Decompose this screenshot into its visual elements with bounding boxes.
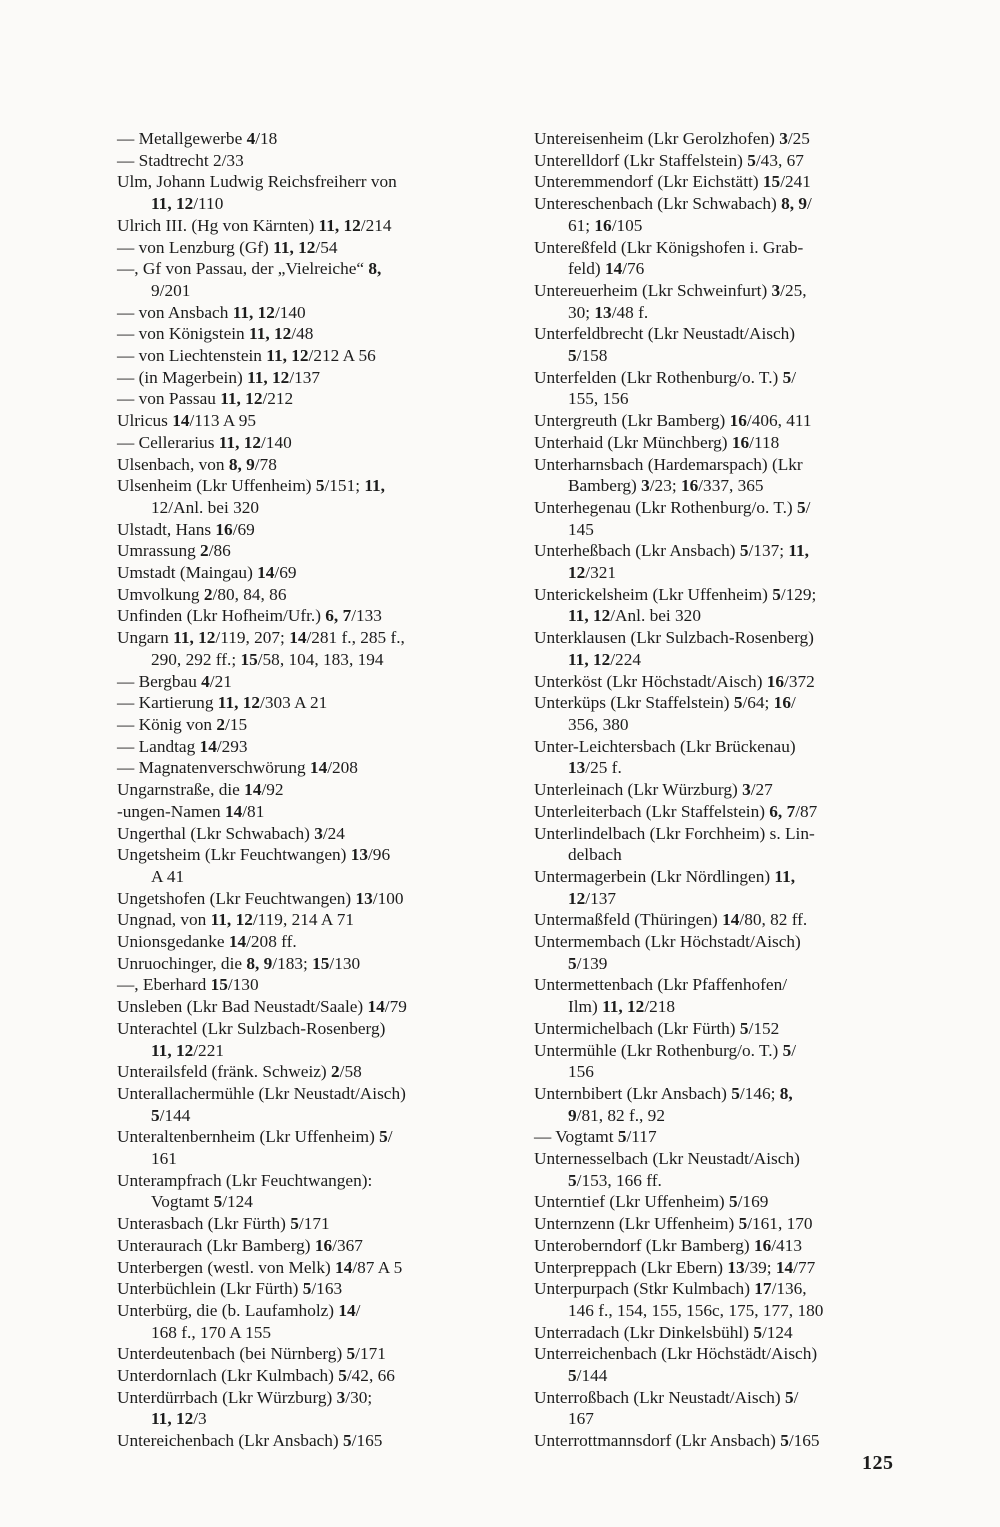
index-entry xyxy=(117,1170,501,1213)
index-entry xyxy=(534,1235,918,1257)
index-entry-line: Unterallachermühle (Lkr Neustadt/Aisch) xyxy=(117,1083,406,1103)
index-entry-line: Unterradach (Lkr Dinkelsbühl) 5/124 xyxy=(534,1322,793,1342)
index-entry xyxy=(117,584,501,606)
index-entry xyxy=(117,736,501,758)
index-entry-line: Unterasbach (Lkr Fürth) 5/171 xyxy=(117,1214,330,1234)
index-entry-line: Unterfelden (Lkr Rothenburg/o. T.) 5/ xyxy=(534,367,797,387)
index-entry-continuation: 5/153, 166 ff. xyxy=(568,1170,662,1190)
index-entry-line: Umstadt (Maingau) 14/69 xyxy=(117,563,297,583)
index-entry-line: Unterköst (Lkr Höchstadt/Aisch) 16/372 xyxy=(534,671,815,691)
index-entry-line: Unterbürg, die (b. Laufamholz) 14/ xyxy=(117,1300,361,1320)
index-entry-line: Ungarnstraße, die 14/92 xyxy=(117,780,284,800)
index-entry-line: Umrassung 2/86 xyxy=(117,541,231,561)
index-entry-line: Ulricus 14/113 A 95 xyxy=(117,411,257,431)
index-entry xyxy=(117,692,501,714)
index-entry-line: Untereßfeld (Lkr Königshofen i. Grab- xyxy=(534,237,804,257)
index-entry-line: — Bergbau 4/21 xyxy=(117,671,232,691)
index-entry-line: Unterpurpach (Stkr Kulmbach) 17/136, xyxy=(534,1279,807,1299)
index-entry-line: Unruochinger, die 8, 9/183; 15/130 xyxy=(117,953,361,973)
index-entry-line: Unterhaid (Lkr Münchberg) 16/118 xyxy=(534,432,780,452)
index-entry-line: — von Liechtenstein 11, 12/212 A 56 xyxy=(117,346,376,366)
index-entry-line: Unfinden (Lkr Hofheim/Ufr.) 6, 7/133 xyxy=(117,606,382,626)
index-entry-continuation: 11, 12/224 xyxy=(568,649,641,669)
index-entry-line: Untergreuth (Lkr Bamberg) 16/406, 411 xyxy=(534,411,812,431)
index-entry xyxy=(117,1061,501,1083)
index-entry-line: Unterküps (Lkr Staffelstein) 5/64; 16/ xyxy=(534,693,796,713)
index-entry-line: Ungnad, von 11, 12/119, 214 A 71 xyxy=(117,910,354,930)
index-entry xyxy=(117,367,501,389)
index-entry xyxy=(117,345,501,367)
index-entry xyxy=(534,736,918,779)
index-entry-line: Unterailsfeld (fränk. Schweiz) 2/58 xyxy=(117,1062,362,1082)
index-entry xyxy=(534,1430,918,1452)
index-entry-line: Ulrich III. (Hg von Kärnten) 11, 12/214 xyxy=(117,215,392,235)
index-entry xyxy=(534,627,918,670)
index-entry xyxy=(534,823,918,866)
index-entry xyxy=(117,432,501,454)
index-entry-line: Unsleben (Lkr Bad Neustadt/Saale) 14/79 xyxy=(117,997,407,1017)
index-entry xyxy=(534,540,918,583)
index-entry-line: Ulm, Johann Ludwig Reichsfreiherr von xyxy=(117,172,397,192)
index-entry xyxy=(534,671,918,693)
index-entry xyxy=(117,215,501,237)
index-entry xyxy=(117,909,501,931)
index-entry xyxy=(534,410,918,432)
index-entry-continuation: 61; 16/105 xyxy=(568,215,643,235)
index-column-left xyxy=(117,128,501,1452)
index-entry xyxy=(117,931,501,953)
index-entry-line: Unterdornlach (Lkr Kulmbach) 5/42, 66 xyxy=(117,1366,395,1386)
index-entry-line: Unterfeldbrecht (Lkr Neustadt/Aisch) xyxy=(534,324,796,344)
index-entry-continuation: 5/139 xyxy=(568,953,608,973)
index-entry xyxy=(117,757,501,779)
index-entry xyxy=(117,540,501,562)
index-entry-line: Unterbüchlein (Lkr Fürth) 5/163 xyxy=(117,1279,343,1299)
index-entry-line: Ulstadt, Hans 16/69 xyxy=(117,519,255,539)
index-entry xyxy=(117,888,501,910)
index-entry-line: Unterachtel (Lkr Sulzbach-Rosenberg) xyxy=(117,1018,386,1038)
index-entry-continuation: 5/144 xyxy=(151,1105,191,1125)
index-entry xyxy=(117,302,501,324)
index-entry-continuation: Ilm) 11, 12/218 xyxy=(568,997,676,1017)
index-entry xyxy=(534,128,918,150)
index-entry-line: Untereichenbach (Lkr Ansbach) 5/165 xyxy=(117,1431,383,1451)
index-entry-continuation: 30; 13/48 f. xyxy=(568,302,649,322)
index-entry-continuation: 11, 12/3 xyxy=(151,1409,207,1429)
index-entry xyxy=(117,1343,501,1365)
index-entry-continuation: A 41 xyxy=(151,866,185,886)
index-entry-continuation: 168 f., 170 A 155 xyxy=(151,1322,272,1342)
index-entry xyxy=(117,801,501,823)
index-entry xyxy=(534,323,918,366)
index-entry xyxy=(534,150,918,172)
index-entry xyxy=(534,584,918,627)
index-entry-line: — (in Magerbein) 11, 12/137 xyxy=(117,367,321,387)
index-entry xyxy=(117,996,501,1018)
index-entry xyxy=(534,909,918,931)
index-entry xyxy=(534,1083,918,1126)
index-entry-continuation: 145 xyxy=(568,519,594,539)
index-entry-continuation: 11, 12/221 xyxy=(151,1040,224,1060)
index-entry xyxy=(534,1343,918,1386)
index-entry xyxy=(534,974,918,1017)
index-entry-continuation: 12/321 xyxy=(568,563,617,583)
index-entry xyxy=(534,171,918,193)
index-entry xyxy=(534,1278,918,1321)
index-entry xyxy=(117,1365,501,1387)
index-entry-line: Untermettenbach (Lkr Pfaffenhofen/ xyxy=(534,975,788,995)
index-entry-line: Unteraurach (Lkr Bamberg) 16/367 xyxy=(117,1235,363,1255)
index-entry-continuation: Bamberg) 3/23; 16/337, 365 xyxy=(568,476,764,496)
index-entry-continuation: feld) 14/76 xyxy=(568,259,645,279)
index-entry-line: Unterntief (Lkr Uffenheim) 5/169 xyxy=(534,1192,769,1212)
index-entry xyxy=(534,1387,918,1430)
index-entry-continuation: 167 xyxy=(568,1409,594,1429)
index-entry xyxy=(534,692,918,735)
index-entry-line: Ulsenbach, von 8, 9/78 xyxy=(117,454,277,474)
index-entry xyxy=(117,605,501,627)
index-entry-line: — von Königstein 11, 12/48 xyxy=(117,324,314,344)
index-entry-line: Unternbibert (Lkr Ansbach) 5/146; 8, xyxy=(534,1083,793,1103)
index-entry-line: Unterelldorf (Lkr Staffelstein) 5/43, 67 xyxy=(534,150,804,170)
index-entry-line: Unterdürrbach (Lkr Würzburg) 3/30; xyxy=(117,1387,373,1407)
index-entry xyxy=(534,866,918,909)
index-entry-continuation: 11, 12/110 xyxy=(151,194,224,214)
index-entry xyxy=(117,1018,501,1061)
index-entry xyxy=(534,1018,918,1040)
index-entry-line: Untermaßfeld (Thüringen) 14/80, 82 ff. xyxy=(534,910,808,930)
index-entry xyxy=(117,475,501,518)
index-entry-line: Unterreichenbach (Lkr Höchstädt/Aisch) xyxy=(534,1344,818,1364)
index-column-right xyxy=(534,128,918,1452)
index-entry xyxy=(117,1300,501,1343)
index-entry xyxy=(534,497,918,540)
index-entry-line: Unterlindelbach (Lkr Forchheim) s. Lin- xyxy=(534,823,815,843)
index-entry-line: — Landtag 14/293 xyxy=(117,736,248,756)
index-entry-line: — Magnatenverschwörung 14/208 xyxy=(117,758,358,778)
index-entry-line: Unterhegenau (Lkr Rothenburg/o. T.) 5/ xyxy=(534,497,811,517)
index-entry-line: — Stadtrecht 2/33 xyxy=(117,150,244,170)
index-entry-line: Untermagerbein (Lkr Nördlingen) 11, xyxy=(534,866,796,886)
index-entry-line: — Cellerarius 11, 12/140 xyxy=(117,432,292,452)
index-entry xyxy=(534,280,918,323)
index-entry-continuation: 9/201 xyxy=(151,280,191,300)
index-entry-line: Unteraltenbernheim (Lkr Uffenheim) 5/ xyxy=(117,1127,393,1147)
index-entry xyxy=(117,1083,501,1126)
index-entry xyxy=(117,627,501,670)
index-entry xyxy=(534,1191,918,1213)
index-entry-line: Unternzenn (Lkr Uffenheim) 5/161, 170 xyxy=(534,1214,813,1234)
index-entry-line: —, Eberhard 15/130 xyxy=(117,975,259,995)
index-entry xyxy=(534,779,918,801)
index-entry-line: — Metallgewerbe 4/18 xyxy=(117,129,278,148)
index-entry-line: — König von 2/15 xyxy=(117,714,248,734)
index-entry xyxy=(117,1257,501,1279)
index-entry xyxy=(117,237,501,259)
index-entry xyxy=(534,237,918,280)
index-entry-line: Unterleinach (Lkr Würzburg) 3/27 xyxy=(534,780,773,800)
index-entry-line: Unteremmendorf (Lkr Eichstätt) 15/241 xyxy=(534,172,811,192)
index-entry xyxy=(117,388,501,410)
index-entry-line: Unterleiterbach (Lkr Staffelstein) 6, 7/87 xyxy=(534,801,818,821)
index-entry xyxy=(117,714,501,736)
index-entry xyxy=(534,1213,918,1235)
index-entry-line: -ungen-Namen 14/81 xyxy=(117,801,265,821)
index-entry xyxy=(534,1126,918,1148)
index-entry-continuation: 11, 12/Anl. bei 320 xyxy=(568,606,701,626)
index-entry xyxy=(117,150,501,172)
index-entry-line: Unterdeutenbach (bei Nürnberg) 5/171 xyxy=(117,1344,386,1364)
index-entry xyxy=(117,1387,501,1430)
index-entry xyxy=(117,410,501,432)
index-entry xyxy=(117,1213,501,1235)
index-entry-line: Unterharnsbach (Hardemarspach) (Lkr xyxy=(534,454,803,474)
index-entry xyxy=(534,367,918,410)
index-entry xyxy=(534,1322,918,1344)
index-entry-line: Unterampfrach (Lkr Feuchtwangen): xyxy=(117,1170,373,1190)
index-entry-continuation: 9/81, 82 f., 92 xyxy=(568,1105,665,1125)
index-entry-line: Unterpreppach (Lkr Ebern) 13/39; 14/77 xyxy=(534,1257,816,1277)
index-entry-line: Unter-Leichtersbach (Lkr Brückenau) xyxy=(534,736,796,756)
index-entry-continuation: 5/144 xyxy=(568,1366,608,1386)
index-entry-line: Ungetsheim (Lkr Feuchtwangen) 13/96 xyxy=(117,845,391,865)
index-entry-line: Unterklausen (Lkr Sulzbach-Rosenberg) xyxy=(534,628,814,648)
index-entry-line: —, Gf von Passau, der „Vielreiche“ 8, xyxy=(117,259,382,279)
index-entry-line: Unterroßbach (Lkr Neustadt/Aisch) 5/ xyxy=(534,1387,799,1407)
index-entry-line: Unterbergen (westl. von Melk) 14/87 A 5 xyxy=(117,1257,403,1277)
index-entry xyxy=(117,823,501,845)
index-entry-line: Unionsgedanke 14/208 ff. xyxy=(117,932,297,952)
index-entry xyxy=(534,1148,918,1191)
index-entry-continuation: 13/25 f. xyxy=(568,758,622,778)
index-entry xyxy=(117,1430,501,1452)
index-entry xyxy=(117,323,501,345)
index-entry-continuation: 290, 292 ff.; 15/58, 104, 183, 194 xyxy=(151,649,384,669)
index-entry xyxy=(534,931,918,974)
index-entry-line: Umvolkung 2/80, 84, 86 xyxy=(117,584,287,604)
index-entry xyxy=(117,779,501,801)
index-entry-line: — von Lenzburg (Gf) 11, 12/54 xyxy=(117,237,338,257)
index-entry-line: Ungerthal (Lkr Schwabach) 3/24 xyxy=(117,823,345,843)
index-entry xyxy=(534,193,918,236)
index-entry-line: — Vogtamt 5/117 xyxy=(534,1127,657,1147)
index-entry-line: Unteroberndorf (Lkr Bamberg) 16/413 xyxy=(534,1235,802,1255)
index-entry-line: Untereschenbach (Lkr Schwabach) 8, 9/ xyxy=(534,194,812,214)
index-entry-continuation: 146 f., 154, 155, 156c, 175, 177, 180 xyxy=(568,1300,824,1320)
index-entry-line: Untermembach (Lkr Höchstadt/Aisch) xyxy=(534,932,801,952)
page-number: 125 xyxy=(862,1452,894,1474)
index-entry-continuation: 161 xyxy=(151,1149,177,1169)
index-entry-line: Ulsenheim (Lkr Uffenheim) 5/151; 11, xyxy=(117,476,385,496)
index-entry-line: Untereuerheim (Lkr Schweinfurt) 3/25, xyxy=(534,280,807,300)
index-entry xyxy=(534,801,918,823)
index-entry-line: Ungetshofen (Lkr Feuchtwangen) 13/100 xyxy=(117,888,404,908)
index-entry-line: — Kartierung 11, 12/303 A 21 xyxy=(117,693,328,713)
index-entry xyxy=(534,1040,918,1083)
index-entry xyxy=(534,1257,918,1279)
index-entry-line: — von Ansbach 11, 12/140 xyxy=(117,302,306,322)
index-entry-line: Unterrottmannsdorf (Lkr Ansbach) 5/165 xyxy=(534,1431,820,1451)
index-entry-line: Untermühle (Lkr Rothenburg/o. T.) 5/ xyxy=(534,1040,797,1060)
index-entry xyxy=(534,454,918,497)
index-entry xyxy=(117,974,501,996)
index-entry xyxy=(117,519,501,541)
index-entry-line: Unterheßbach (Lkr Ansbach) 5/137; 11, xyxy=(534,541,810,561)
index-entry xyxy=(117,1126,501,1169)
index-entry xyxy=(117,258,501,301)
index-entry xyxy=(117,671,501,693)
index-entry xyxy=(117,128,501,150)
index-entry-continuation: 155, 156 xyxy=(568,389,629,409)
index-entry xyxy=(117,454,501,476)
index-entry-line: Unterickelsheim (Lkr Uffenheim) 5/129; xyxy=(534,584,817,604)
index-entry xyxy=(117,1278,501,1300)
index-entry-line: Untereisenheim (Lkr Gerolzhofen) 3/25 xyxy=(534,129,810,148)
index-entry-continuation: Vogtamt 5/124 xyxy=(151,1192,253,1212)
index-entry-continuation: 156 xyxy=(568,1062,594,1082)
index-entry xyxy=(117,1235,501,1257)
index-entry-continuation: delbach xyxy=(568,845,622,865)
index-entry xyxy=(117,562,501,584)
index-entry-line: Untermichelbach (Lkr Fürth) 5/152 xyxy=(534,1018,780,1038)
index-entry-continuation: 12/Anl. bei 320 xyxy=(151,497,259,517)
index-entry xyxy=(117,844,501,887)
index-entry xyxy=(117,171,501,214)
index-entry xyxy=(117,953,501,975)
index-entry-line: Ungarn 11, 12/119, 207; 14/281 f., 285 f., xyxy=(117,628,405,648)
index-entry-continuation: 356, 380 xyxy=(568,714,629,734)
index-entry-continuation: 5/158 xyxy=(568,346,608,366)
index-entry-line: — von Passau 11, 12/212 xyxy=(117,389,294,409)
index-entry-continuation: 12/137 xyxy=(568,888,617,908)
index-entry-line: Unternesselbach (Lkr Neustadt/Aisch) xyxy=(534,1149,800,1169)
index-entry xyxy=(534,432,918,454)
